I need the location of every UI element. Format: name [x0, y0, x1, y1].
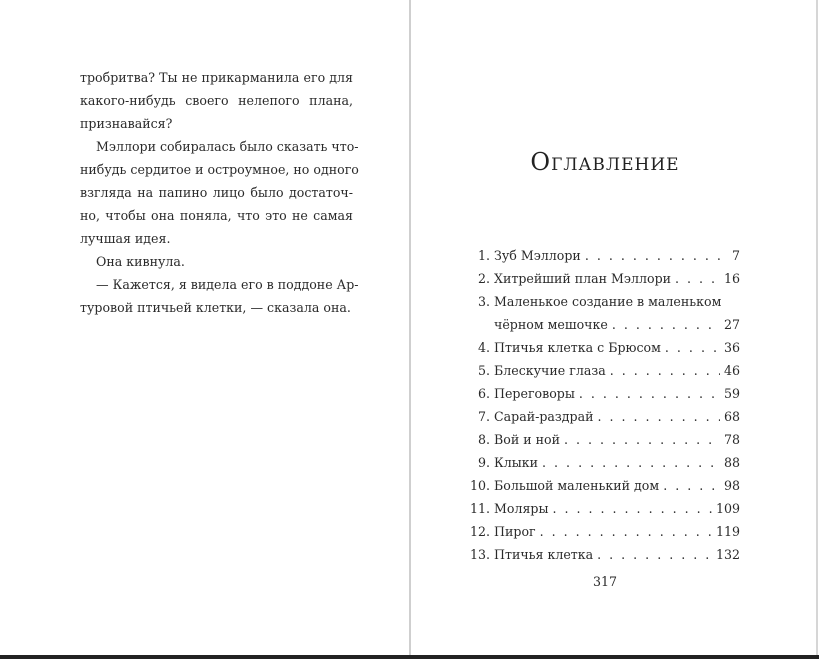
toc-number: 6. [477, 386, 490, 401]
table-of-contents [460, 244, 740, 566]
toc-number: 11. [469, 501, 490, 516]
toc-leader-dots [542, 451, 720, 474]
text-line: туровой птичьей клетки, — сказала она. [80, 300, 351, 315]
toc-page: 46 [723, 363, 740, 378]
toc-leader-dots [665, 336, 720, 359]
toc-number: 8. [477, 432, 490, 447]
toc-page: 59 [723, 386, 740, 401]
toc-number: 1. [477, 248, 490, 263]
toc-number: 2. [477, 271, 490, 286]
toc-page: 16 [723, 271, 740, 286]
text-line: Мэллори собиралась было сказать что- [96, 139, 359, 154]
toc-entry-continuation[interactable] [460, 313, 740, 336]
toc-number: 4. [477, 340, 490, 355]
toc-leader-dots [597, 543, 712, 566]
toc-entry[interactable] [460, 382, 740, 405]
page-number: 317 [592, 574, 618, 589]
toc-entry[interactable] [460, 428, 740, 451]
toc-chapter-title: Пирог [494, 524, 536, 539]
toc-page: 98 [723, 478, 740, 493]
toc-page: 119 [715, 524, 740, 539]
toc-number: 5. [477, 363, 490, 378]
toc-leader-dots [540, 520, 712, 543]
toc-page: 36 [723, 340, 740, 355]
toc-leader-dots [585, 244, 728, 267]
toc-number: 3. [477, 294, 490, 309]
toc-number: 7. [477, 409, 490, 424]
toc-page: 7 [731, 248, 740, 263]
text-line: какого-нибудь своего нелепого плана, [80, 93, 353, 108]
toc-entry[interactable] [460, 497, 740, 520]
toc-page: 27 [723, 317, 740, 332]
toc-chapter-title: Блескучие глаза [494, 363, 606, 378]
text-line: тробритва? Ты не прикарманила его для [80, 70, 353, 85]
toc-number: 9. [477, 455, 490, 470]
toc-number: 13. [469, 547, 490, 562]
text-line: нибудь сердитое и остроумное, но одного [80, 162, 359, 177]
text-line: взгляда на папино лицо было достаточ- [80, 185, 353, 200]
toc-entry[interactable] [460, 290, 740, 313]
toc-chapter-title: Большой маленький дом [494, 478, 660, 493]
toc-page: 132 [715, 547, 740, 562]
toc-chapter-title: Маленькое создание в маленьком [494, 294, 722, 309]
toc-page: 68 [723, 409, 740, 424]
toc-leader-dots [663, 474, 720, 497]
toc-chapter-title: Переговоры [494, 386, 575, 401]
toc-entry[interactable] [460, 451, 740, 474]
toc-chapter-title: Вой и ной [494, 432, 561, 447]
toc-chapter-title-cont: чёрном мешочке [494, 317, 608, 332]
toc-leader-dots [598, 405, 720, 428]
toc-leader-dots [579, 382, 720, 405]
toc-title: Оглавление [530, 148, 680, 176]
toc-entry[interactable] [460, 267, 740, 290]
toc-entry[interactable] [460, 405, 740, 428]
text-line: — Кажется, я видела его в поддоне Ар- [96, 277, 359, 292]
toc-leader-dots [675, 267, 720, 290]
toc-leader-dots [553, 497, 712, 520]
toc-chapter-title: Сарай-раздрай [494, 409, 594, 424]
toc-entry[interactable] [460, 336, 740, 359]
toc-page: 109 [715, 501, 740, 516]
bottom-border [0, 655, 819, 659]
toc-leader-dots [564, 428, 720, 451]
toc-leader-dots [610, 359, 720, 382]
toc-entry[interactable] [460, 244, 740, 267]
toc-chapter-title: Моляры [494, 501, 549, 516]
page-edge [816, 0, 818, 656]
toc-chapter-title: Зуб Мэллори [494, 248, 581, 263]
book-gutter [409, 0, 411, 656]
toc-entry[interactable] [460, 543, 740, 566]
text-line: лучшая идея. [80, 231, 171, 246]
toc-leader-dots [612, 313, 720, 336]
toc-page: 78 [723, 432, 740, 447]
toc-number: 12. [469, 524, 490, 539]
toc-chapter-title: Птичья клетка [494, 547, 594, 562]
toc-chapter-title: Хитрейший план Мэллори [494, 271, 672, 286]
toc-entry[interactable] [460, 359, 740, 382]
text-line: но, чтобы она поняла, что это не самая [80, 208, 353, 223]
toc-entry[interactable] [460, 520, 740, 543]
text-line: признавайся? [80, 116, 173, 131]
toc-entry[interactable] [460, 474, 740, 497]
body-text [80, 66, 359, 319]
toc-number: 10. [469, 478, 490, 493]
toc-chapter-title: Клыки [494, 455, 539, 470]
toc-page: 88 [723, 455, 740, 470]
text-line: Она кивнула. [96, 254, 185, 269]
toc-chapter-title: Птичья клетка с Брюсом [494, 340, 661, 355]
